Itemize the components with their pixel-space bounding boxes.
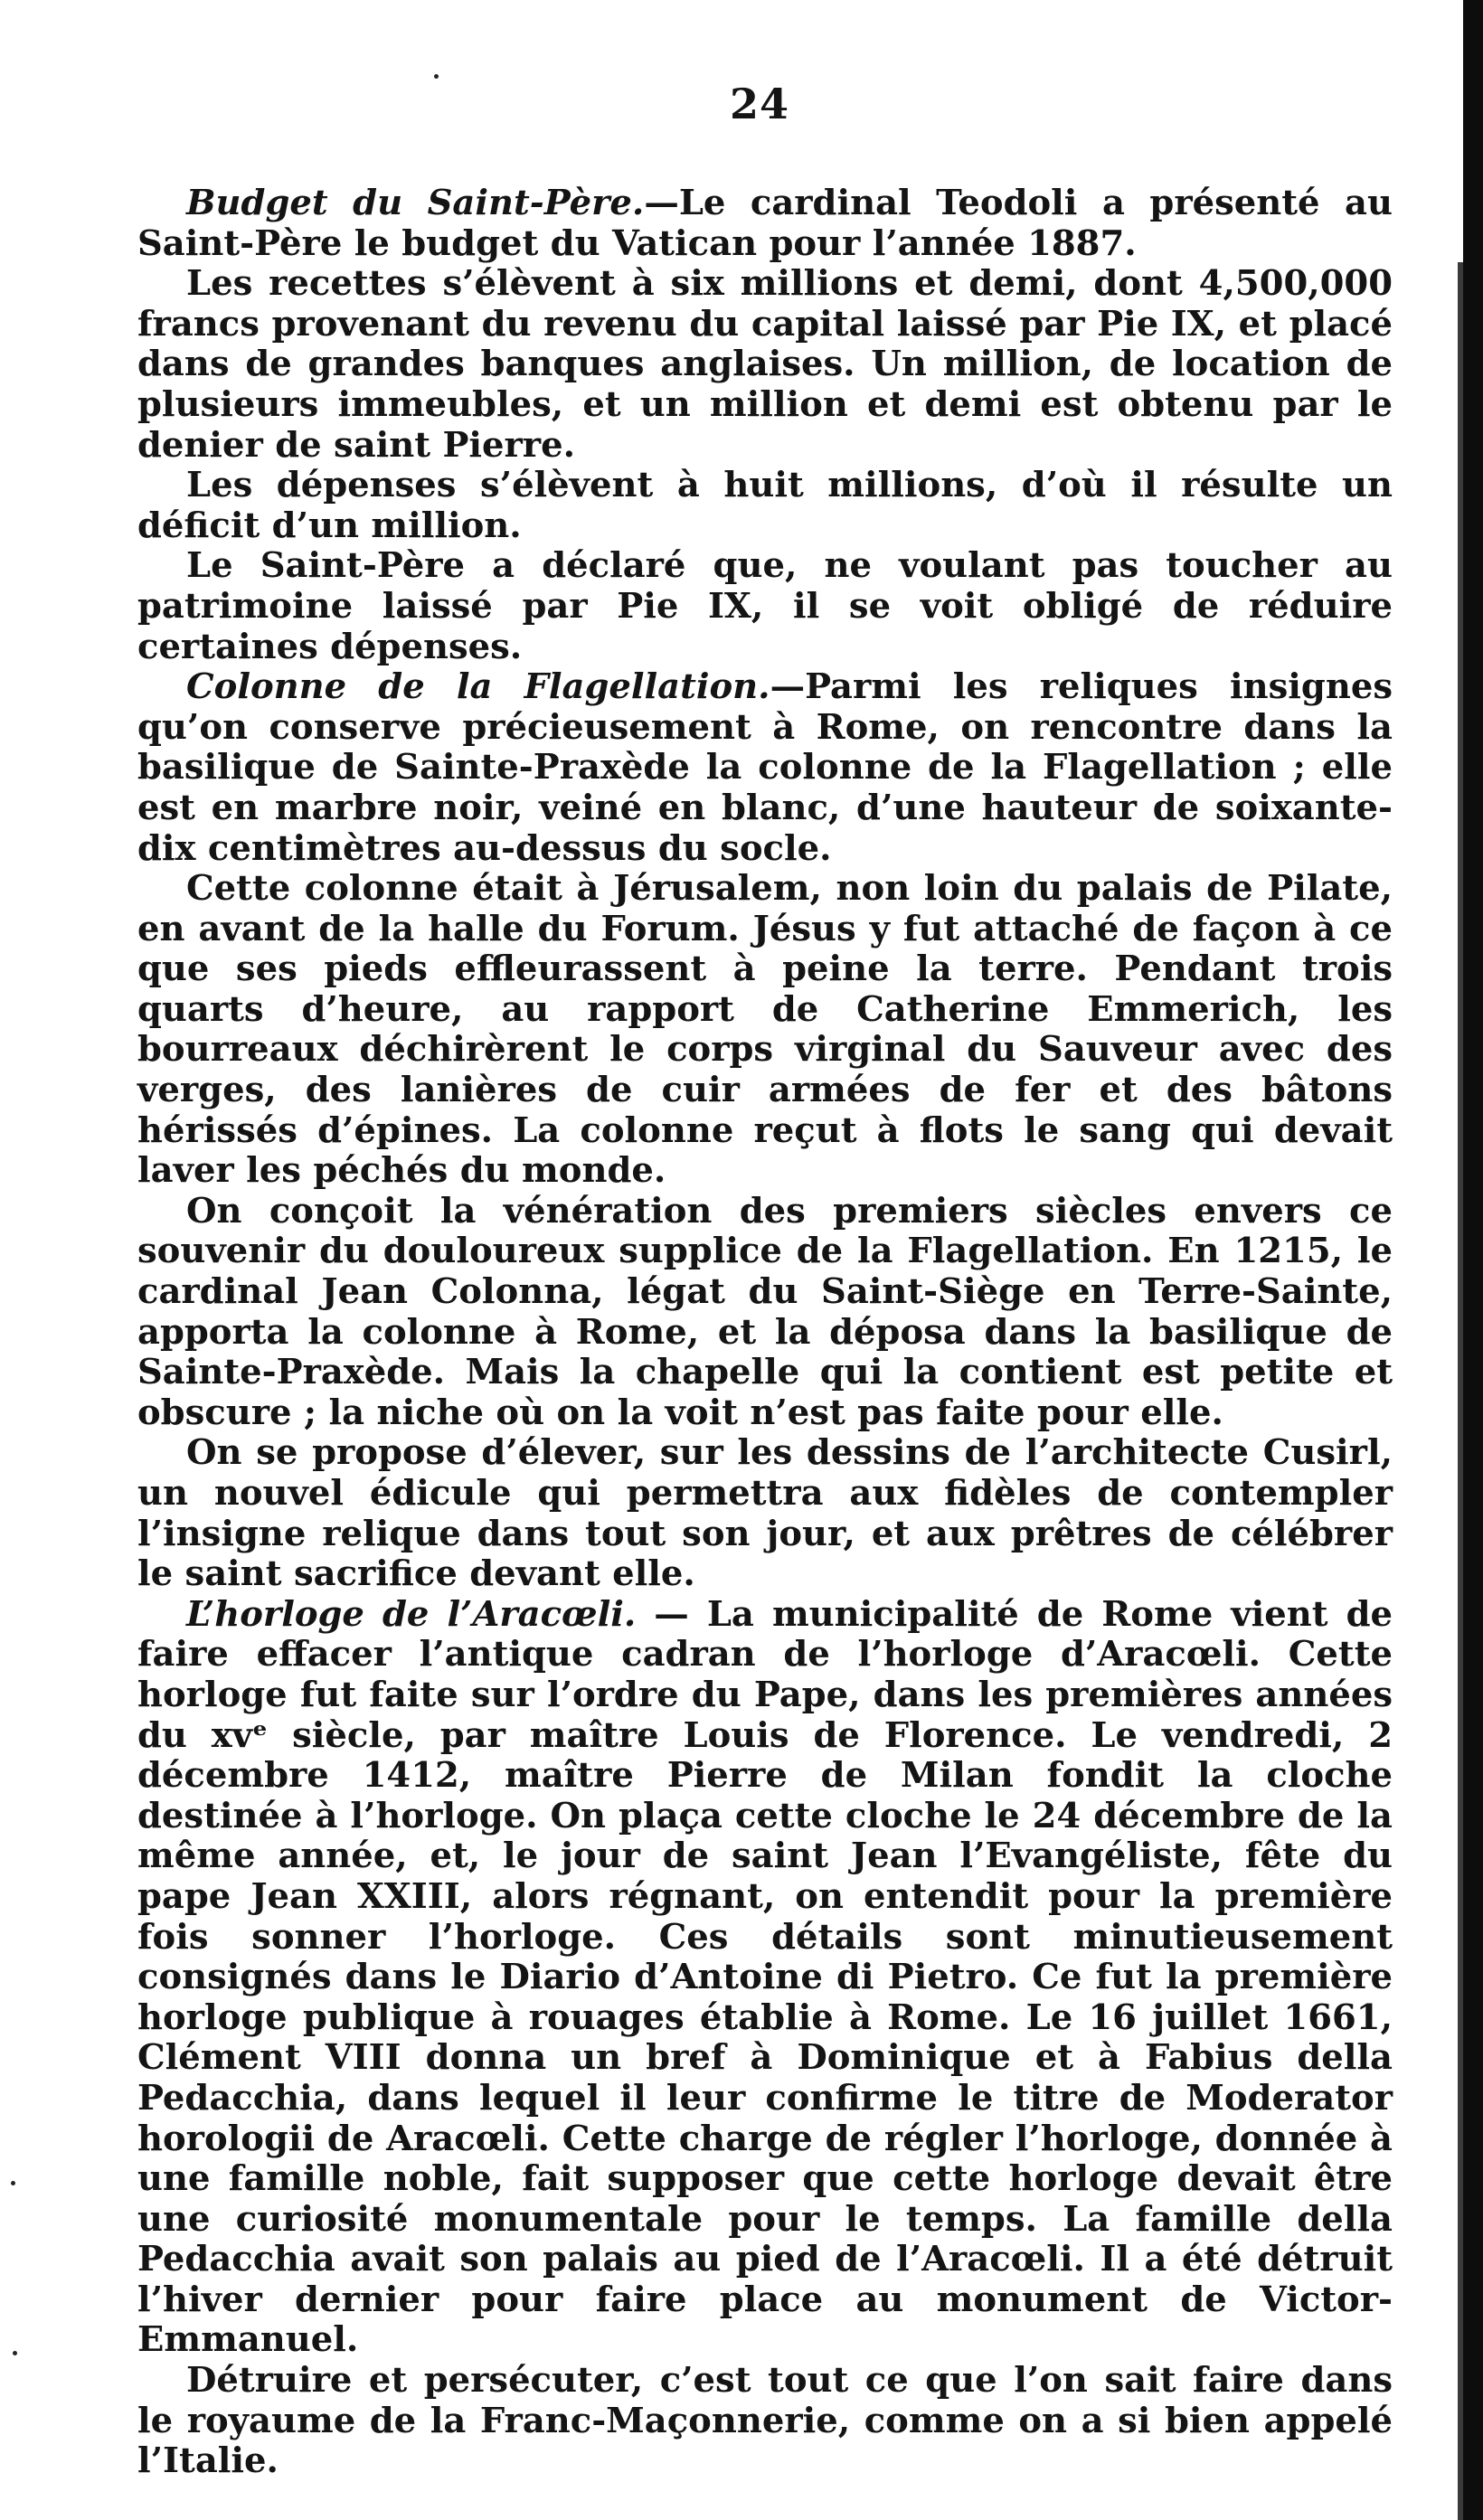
paragraph-column-veneration bbox=[137, 1192, 1393, 1434]
paragraph-column-project bbox=[137, 1433, 1393, 1594]
paragraph-text: On conçoit la vénération des premiers siècles envers ce souvenir du douloureux supplice de la Flagellation. En 1215, le cardinal Jean Colonna, légat du Saint-Siège en Terre-Sainte, apporta la colonne à Rome, et la déposa dans la basilique de Sainte-Praxède. Mais la chapelle qui la contient est petite et obscure ; la niche où on la voit n’est pas faite pour elle. bbox=[137, 1190, 1393, 1433]
paragraph-expenses bbox=[137, 466, 1393, 546]
paragraph-text: — La municipalité de Rome vient de faire effacer l’antique cadran de l’horloge d’Aracœli. Cette horloge fut faite sur l’ordre du Pape, dans les premières années du xvᵉ siècle, par maître Louis de Florence. Le vendredi, 2 décembre 1412, maître Pierre de Milan fondit la cloche destinée à l’horloge. On plaça cette cloche le 24 décembre de la même année, et, le jour de saint Jean l’Evangéliste, fête du pape Jean XXIII, alors régnant, on entendit pour la première fois sonner l’horloge. Ces détails sont minutieusement consignés dans le Diario d’Antoine di Pietro. Ce fut la première horloge publique à rouages établie à Rome. Le 16 juillet 1661, Clément VIII donna un bref à Dominique et à Fabius della Pedacchia, dans lequel il leur confirme le titre de Moderator horologii de Aracœli. Cette charge de régler l’horloge, donnée à une famille noble, fait supposer que cette horloge devait être une curiosité monumentale pour le temps. La famille della Pedacchia avait son palais au pied de l’Aracœli. Il a été détruit l’hiver dernier pour faire place au monument de Victor-Emmanuel. bbox=[137, 1593, 1393, 2361]
article-text bbox=[137, 184, 1393, 2482]
rubric-column: Colonne de la Flagellation. bbox=[186, 666, 770, 708]
paragraph-text: Le Saint-Père a déclaré que, ne voulant pas toucher au patrimoine laissé par Pie IX, il se voit obligé de réduire certaines dépenses. bbox=[137, 545, 1393, 667]
scan-speck bbox=[434, 74, 439, 79]
paragraph-text: —Le cardinal Teodoli a présenté au Saint-Père le budget du Vatican pour l’année 1887. bbox=[137, 183, 1393, 264]
paragraph-text: Détruire et persécuter, c’est tout ce que l’on sait faire dans le royaume de la Franc-Maçonnerie, comme on a si bien appelé l’Italie. bbox=[137, 2360, 1393, 2482]
paragraph-column-intro bbox=[137, 667, 1393, 869]
paragraph-text: On se propose d’élever, sur les dessins de l’architecte Cusirl, un nouvel édicule qui permettra aux fidèles de contempler l’insigne relique dans tout son jour, et aux prêtres de célébrer le saint sacrifice devant elle. bbox=[137, 1432, 1393, 1595]
paragraph-text: Les recettes s’élèvent à six millions et demi, dont 4,500,000 francs provenant du revenu du capital laissé par Pie IX, et placé dans de grandes banques anglaises. Un million, de location de plusieurs immeubles, et un million et demi est obtenu par le denier de saint Pierre. bbox=[137, 263, 1393, 466]
paragraph-text: Cette colonne était à Jérusalem, non loin du palais de Pilate, en avant de la halle du Forum. Jésus y fut attaché de façon à ce que ses pieds effleurassent à peine la terre. Pendant trois quarts d’heure, au rapport de Catherine Emmerich, les bourreaux déchirèrent le corps virginal du Sauveur avec des verges, des lanières de cuir armées de fer et des bâtons hérissés d’épines. La colonne reçut à flots le sang qui devait laver les péchés du monde. bbox=[137, 868, 1393, 1192]
scan-edge-border bbox=[1463, 0, 1483, 2520]
paragraph-text: —Parmi les reliques insignes qu’on conserve précieusement à Rome, on rencontre dans la basilique de Sainte-Praxède la colonne de la Flagellation ; elle est en marbre noir, veiné en blanc, d’une hauteur de soixante-dix centimètres au-dessus du socle. bbox=[137, 666, 1393, 869]
page-number: 24 bbox=[729, 80, 789, 128]
paragraph-declaration bbox=[137, 546, 1393, 667]
paragraph-conclusion bbox=[137, 2361, 1393, 2482]
paragraph-budget-intro bbox=[137, 184, 1393, 264]
scan-speck bbox=[13, 2351, 17, 2355]
paragraph-receipts bbox=[137, 264, 1393, 466]
rubric-budget: Budget du Saint-Père. bbox=[186, 183, 645, 223]
paragraph-text: Les dépenses s’élèvent à huit millions, d’où il résulte un déficit d’un million. bbox=[137, 465, 1393, 546]
paragraph-clock bbox=[137, 1595, 1393, 2361]
scan-speck bbox=[11, 2181, 15, 2185]
paragraph-column-history bbox=[137, 869, 1393, 1192]
rubric-clock: L’horloge de l’Aracœli. bbox=[186, 1593, 637, 1635]
